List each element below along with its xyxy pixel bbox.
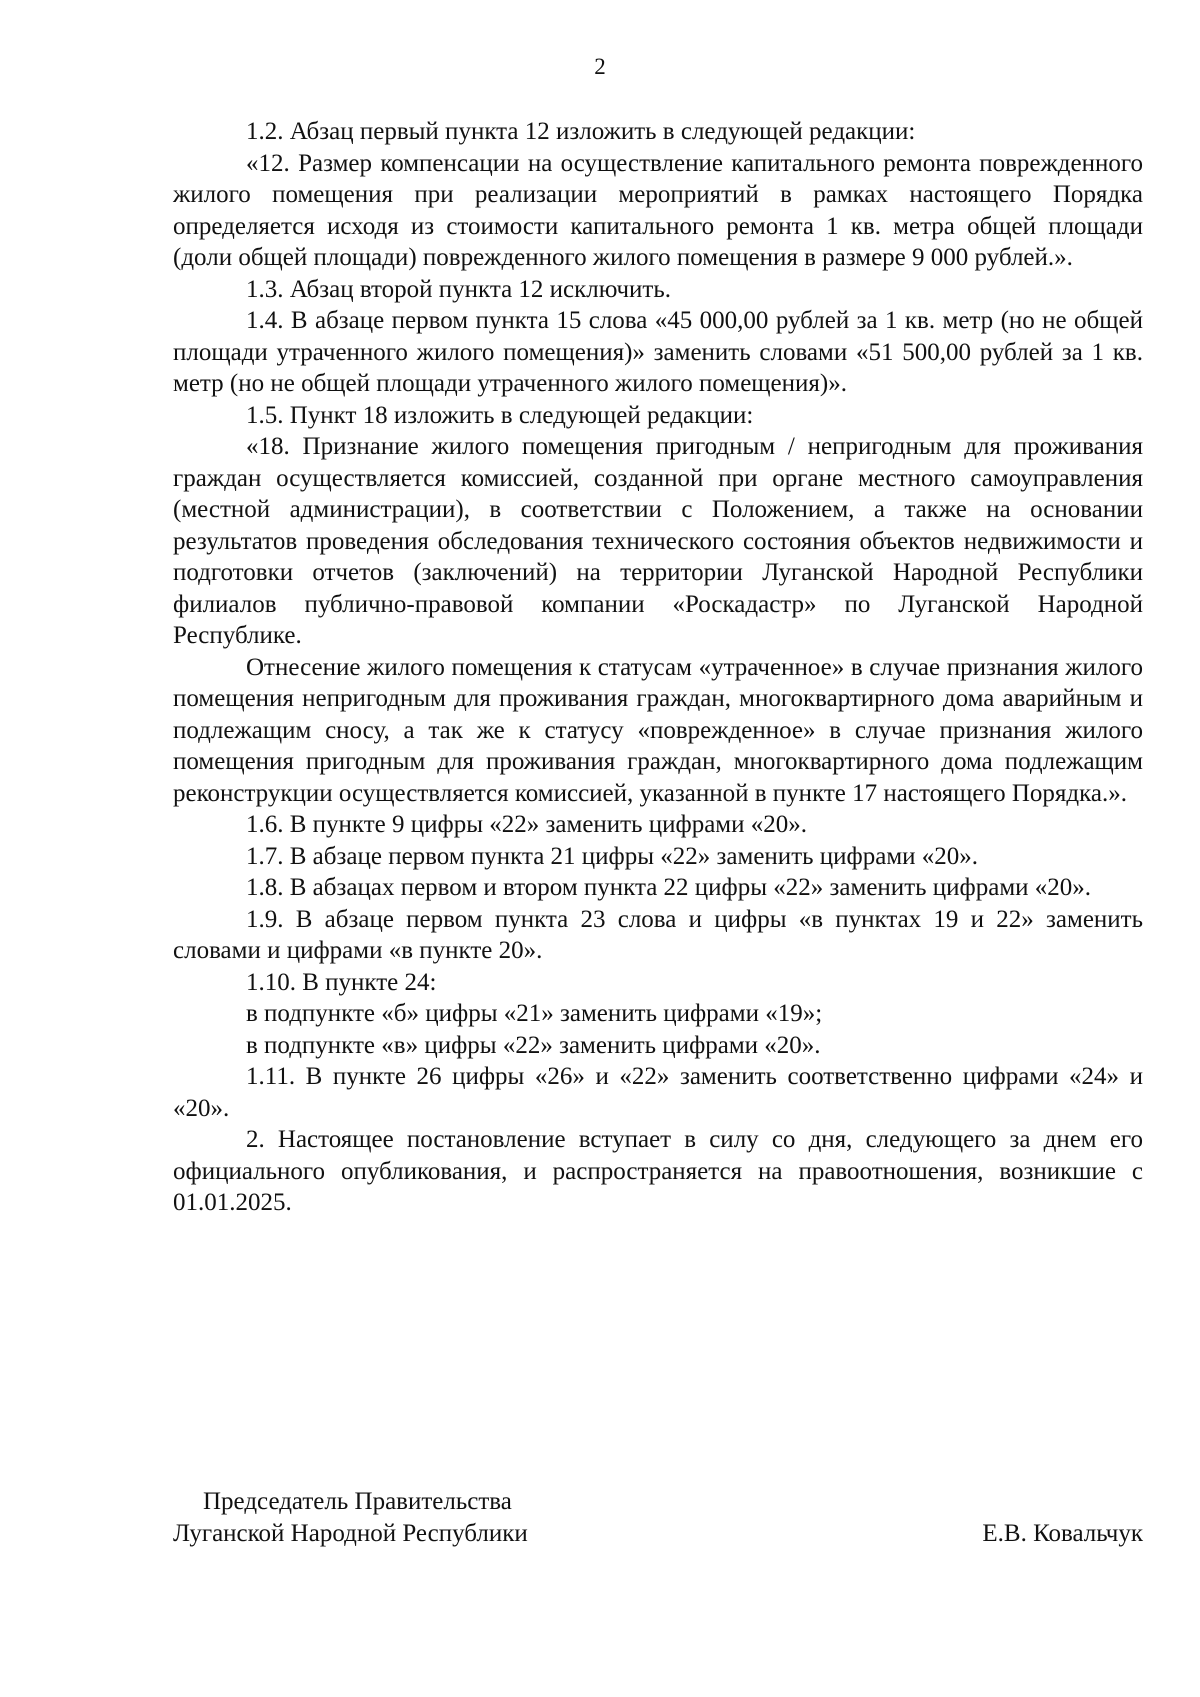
signature-row (173, 1518, 1143, 1550)
paragraph-1-8: 1.8. В абзацах первом и втором пункта 22 цифры «22» заменить цифрами «20». (246, 874, 1092, 901)
paragraph-item-12-text: «12. Размер компенсации на осуществление капитального ремонта поврежденного жилого помещения при реализации мероприятий в рамках настоящего Порядка определяется исходя из стоимости капитального ремонта 1 кв. метра общей площади (доли общей площади) поврежденного жилого помещения в размере 9 000 рублей.». (173, 149, 1143, 271)
signatory-name: Е.В. Ковальчук (982, 1519, 1143, 1547)
paragraph-1-3: 1.3. Абзац второй пункта 12 исключить. (246, 275, 672, 303)
paragraph-1-7: 1.7. В абзаце первом пункта 21 цифры «22» заменить цифрами «20». (246, 842, 979, 870)
signatory-position-line1: Председатель Правительства (203, 1488, 512, 1515)
page-number: 2 (594, 54, 606, 79)
paragraph-2: 2. Настоящее постановление вступает в силу со дня, следующего за днем его официального опубликования, и распространяется на правоотношения, возникшие с 01.01.2025. (173, 1126, 1143, 1216)
paragraph-1-2: 1.2. Абзац первый пункта 12 изложить в следующей редакции: (246, 118, 916, 145)
signatory-position-line2: Луганской Народной Республики (173, 1519, 528, 1547)
paragraph-status-text: Отнесение жилого помещения к статусам «утраченное» в случае признания жилого помещения непригодным для проживания граждан, многоквартирного дома аварийным и подлежащим сносу, а так же к статусу «поврежденное» в случае признания жилого помещения пригодным для проживания граждан, многоквартирного дома подлежащим реконструкции осуществляется комиссией, указанной в пункте 17 настоящего Порядка.». (173, 653, 1143, 807)
paragraph-subitem-b: в подпункте «б» цифры «21» заменить цифрами «19»; (246, 1000, 823, 1027)
paragraph-1-9: 1.9. В абзаце первом пункта 23 слова и цифры «в пунктах 19 и 22» заменить словами и цифрами «в пункте 20». (173, 905, 1143, 964)
paragraph-1-6: 1.6. В пункте 9 цифры «22» заменить цифрами «20». (246, 811, 807, 838)
signature-block (173, 1486, 1143, 1549)
paragraph-item-18-text: «18. Признание жилого помещения пригодным / непригодным для проживания граждан осуществляется комиссией, созданной при органе местного самоуправления (местной администрации), в соответствии с Положением, а также на основании результатов проведения обследования технического состояния объектов недвижимости и подготовки отчетов (заключений) на территории Луганской Народной Республики филиалов публично-правовой компании «Роскадастр» по Луганской Народной Республике. (173, 433, 1143, 649)
paragraph-1-10: 1.10. В пункте 24: (246, 968, 437, 996)
paragraph-1-4: 1.4. В абзаце первом пункта 15 слова «45 000,00 рублей за 1 кв. метр (но не общей площади утраченного жилого помещения)» заменить словами «51 500,00 рублей за 1 кв. метр (но не общей площади утраченного жилого помещения)». (173, 307, 1143, 397)
paragraph-1-5: 1.5. Пункт 18 изложить в следующей редакции: (246, 401, 754, 429)
paragraph-1-11: 1.11. В пункте 26 цифры «26» и «22» заменить соответственно цифрами «24» и «20». (173, 1063, 1143, 1122)
paragraph-subitem-v: в подпункте «в» цифры «22» заменить цифрами «20». (246, 1031, 821, 1059)
document-body (173, 116, 1143, 1219)
